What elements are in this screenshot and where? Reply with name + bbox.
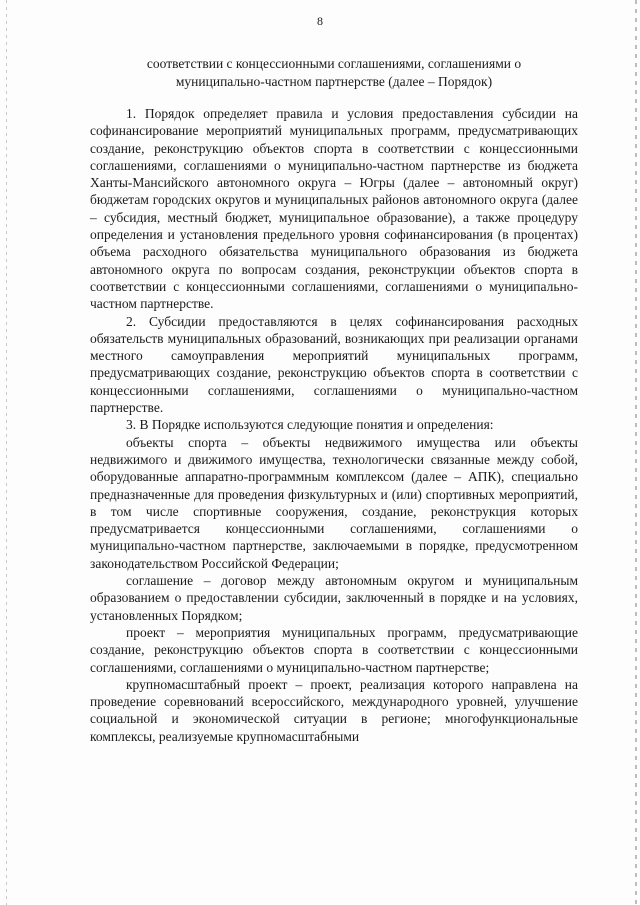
document-body xyxy=(90,105,578,745)
page-number: 8 xyxy=(317,14,323,28)
paragraph-3: 3. В Порядке используются следующие понятия и определения: xyxy=(126,417,494,433)
definition-sports-objects: объекты спорта – объекты недвижимого имущества или объекты недвижимого и движимого имущества, технологически связанные между собой, оборудованные аппаратно-программным комплексом (далее – АПК), специально предназначенные для проведения физкультурных и (или) спортивных мероприятий, в том числе спортивные сооружения, создание, реконструкция которых предусматривается концессионными соглашениями, соглашениями о муниципально-частном партнерстве, заключаемыми в порядке, предусмотренном законодательством Российской Федерации; xyxy=(90,434,578,571)
paragraph-1: 1. Порядок определяет правила и условия предоставления субсидии на софинансирование мероприятий муниципальных программ, предусматривающих создание, реконструкцию объектов спорта в соответствии с концессионными соглашениями, соглашениями о муниципально-частном партнерстве из бюджета Ханты-Мансийского автономного округа – Югры (далее – автономный округ) бюджетам городских округов и муниципальных районов автономного округа (далее – субсидия, местный бюджет, муниципальное образование), а также процедуру определения и установления предельного уровня софинансирования (в процентах) объема расходного обязательства муниципального образования из бюджета автономного округа по вопросам создания, реконструкции объектов спорта в соответствии с концессионными соглашениями, соглашениями о муниципально-частном партнерстве. xyxy=(90,106,578,312)
definition-agreement: соглашение – договор между автономным округом и муниципальным образованием о предоставлении субсидии, заключенный в порядке и на условиях, установленных Порядком; xyxy=(90,573,578,623)
section-heading xyxy=(90,55,578,91)
definition-project: проект – мероприятия муниципальных программ, предусматривающие создание, реконструкцию объектов спорта в соответствии с концессионными соглашениями, соглашениями о муниципально-частном партнерстве; xyxy=(90,624,578,675)
heading-line-2: муниципально-частном партнерстве (далее – Порядок) xyxy=(175,74,493,89)
paragraph-2: 2. Субсидии предоставляются в целях софинансирования расходных обязательств муниципальных образований, возникающих при реализации органами местного самоуправления мероприятий муниципальных программ, предусматривающих создание, реконструкцию объектов спорта в соответствии с концессионными соглашениями, соглашениями о муниципально-частном партнерстве. xyxy=(90,313,578,416)
heading-line-1: соответствии с концессионными соглашениями, соглашениями о xyxy=(146,56,522,71)
definition-large-scale-project: крупномасштабный проект – проект, реализация которого направлена на проведение соревнований всероссийского, международного уровней, улучшение социальной и экономической ситуации в регионе; многофункциональные комплексы, реализуемые крупномасштабными xyxy=(90,676,578,744)
scan-edge-left xyxy=(6,0,7,905)
scan-edge-right xyxy=(635,0,637,905)
